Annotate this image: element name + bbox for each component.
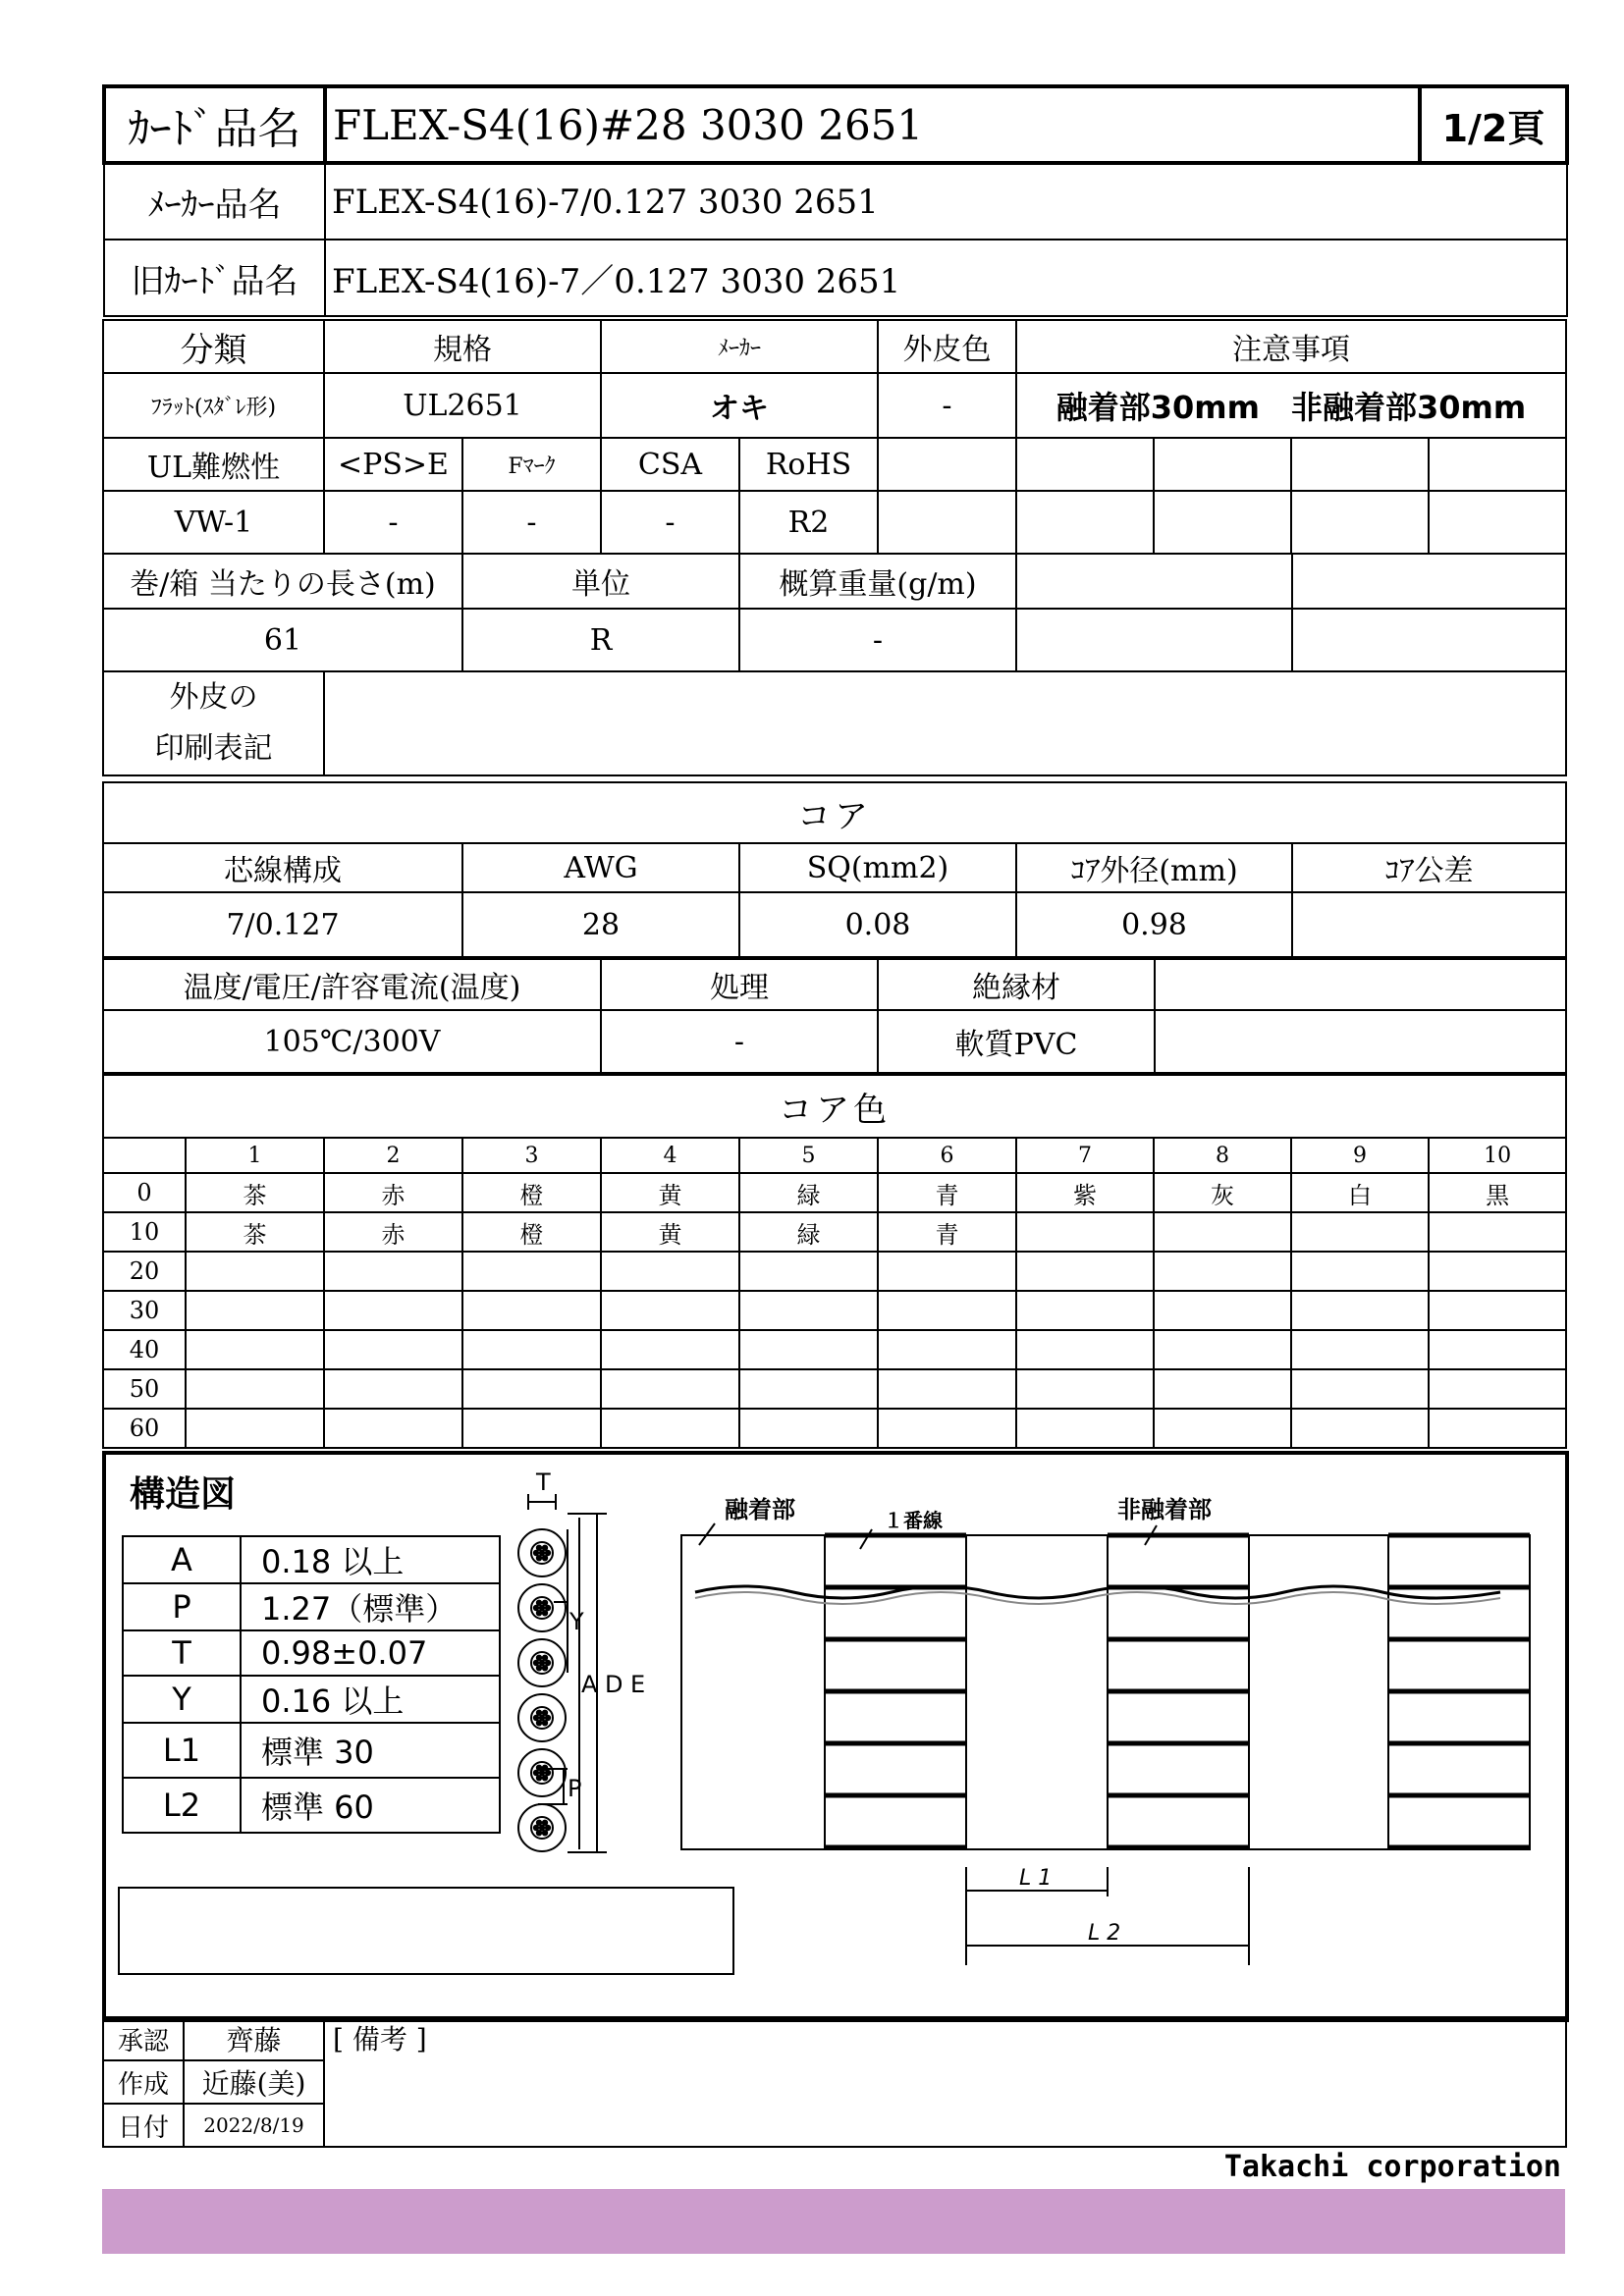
core-color-cell <box>1154 1409 1291 1448</box>
core-color-cell <box>1291 1212 1429 1252</box>
approval-label: 作成 <box>103 2060 184 2104</box>
core-color-row-label: 20 <box>103 1252 186 1291</box>
label-wire1: １番線 <box>884 1509 943 1532</box>
strand-dot <box>537 1611 541 1615</box>
strand-dot <box>543 1556 547 1560</box>
spec-value: 0.18 以上 <box>241 1536 500 1583</box>
old-card-value: FLEX-S4(16)-7／0.127 3030 2651 <box>325 240 1567 316</box>
strand-dot <box>534 1826 538 1830</box>
core-color-cell <box>1016 1252 1154 1291</box>
print-value <box>324 671 1566 775</box>
core-color-col-header: 4 <box>601 1138 739 1173</box>
conductor-label: 芯線構成 <box>103 843 462 892</box>
core-color-cell: 橙 <box>462 1173 601 1212</box>
empty-cell <box>1154 491 1291 554</box>
empty-cell <box>1429 438 1566 491</box>
core-color-cell <box>186 1409 324 1448</box>
empty-cell <box>878 491 1016 554</box>
core-color-cell: 茶 <box>186 1173 324 1212</box>
rohs-label: RoHS <box>739 438 878 491</box>
label-t: T <box>536 1468 551 1496</box>
core-color-row-label: 0 <box>103 1173 186 1212</box>
spec-value: 0.98±0.07 <box>241 1630 500 1676</box>
label-l2: L 2 <box>1088 1921 1121 1946</box>
core-color-cell <box>1154 1291 1291 1330</box>
empty-cell <box>1155 1010 1566 1073</box>
spec-key: L2 <box>123 1778 241 1833</box>
approval-value: 2022/8/19 <box>184 2104 324 2147</box>
unit-value: R <box>462 609 739 671</box>
pse-label: <PS>E <box>324 438 462 491</box>
structure-title: 構造図 <box>130 1474 237 1515</box>
company-name: Takachi corporation <box>1223 2150 1561 2184</box>
core-color-row <box>103 1291 1566 1330</box>
temp-label: 温度/電圧/許容電流(温度) <box>103 959 601 1010</box>
core-color-col-header: 8 <box>1154 1138 1291 1173</box>
empty-cell <box>1429 491 1566 554</box>
side-view-labels <box>725 1496 1212 1946</box>
class-label: 分類 <box>103 320 324 373</box>
core-color-cell <box>1429 1212 1566 1252</box>
core-color-col-header: 9 <box>1291 1138 1429 1173</box>
csa-value: - <box>601 491 739 554</box>
core-color-cell <box>1429 1330 1566 1369</box>
core-od-label: ｺｱ外径(mm) <box>1016 843 1292 892</box>
standard-value: UL2651 <box>324 373 601 438</box>
maker-name-value: FLEX-S4(16)-7/0.127 3030 2651 <box>325 163 1567 240</box>
core-color-cell <box>324 1252 462 1291</box>
core-color-cell <box>1016 1330 1154 1369</box>
empty-cell <box>1016 491 1154 554</box>
strand-dot <box>543 1656 547 1660</box>
core-color-col-header: 5 <box>739 1138 878 1173</box>
f-mark-value: - <box>462 491 601 554</box>
strand-dot <box>537 1656 541 1660</box>
core-color-cell <box>1016 1409 1154 1448</box>
maker-value: オキ <box>601 373 878 438</box>
conductor-value: 7/0.127 <box>103 892 462 957</box>
empty-cell <box>1291 438 1429 491</box>
label-y: Y <box>569 1608 584 1635</box>
strand-dot <box>540 1606 544 1610</box>
core-color-header-row <box>103 1138 1566 1173</box>
insulation-label: 絶縁材 <box>878 959 1155 1010</box>
ul-table <box>102 437 1567 555</box>
print-label <box>103 671 324 775</box>
core-color-cell <box>1154 1330 1291 1369</box>
strand-dot <box>543 1831 547 1835</box>
pse-value: - <box>324 491 462 554</box>
insulation-value: 軟質PVC <box>878 1010 1155 1073</box>
strand-dot <box>534 1771 538 1775</box>
core-color-cell <box>1429 1369 1566 1409</box>
core-color-cell <box>878 1409 1016 1448</box>
structure-diagram <box>106 1455 1565 2018</box>
core-od-value: 0.98 <box>1016 892 1292 957</box>
strand-dot <box>540 1826 544 1830</box>
core-color-cell <box>1291 1369 1429 1409</box>
empty-cell <box>878 438 1016 491</box>
core-color-cell <box>1291 1409 1429 1448</box>
core-color-row-label: 30 <box>103 1291 186 1330</box>
empty-cell <box>1155 959 1566 1010</box>
csa-label: CSA <box>601 438 739 491</box>
core-section-title: コア <box>103 782 1566 843</box>
core-color-cell: 灰 <box>1154 1173 1291 1212</box>
strand-dot <box>543 1611 547 1615</box>
corner-cell <box>103 1138 186 1173</box>
side-view <box>681 1523 1530 1965</box>
strand-dot <box>537 1821 541 1825</box>
core-color-cell <box>601 1330 739 1369</box>
core-tol-label: ｺｱ公差 <box>1292 843 1566 892</box>
approval-table <box>102 2016 1567 2148</box>
core-color-cell <box>878 1330 1016 1369</box>
label-e: E <box>630 1671 646 1698</box>
core-color-cell: 橙 <box>462 1212 601 1252</box>
core-color-cell: 赤 <box>324 1173 462 1212</box>
empty-cell <box>1291 491 1429 554</box>
header-table <box>102 84 1569 317</box>
core-tol-value <box>1292 892 1566 957</box>
core-color-cell: 緑 <box>739 1212 878 1252</box>
core-color-cell <box>1429 1252 1566 1291</box>
spec-key: L1 <box>123 1723 241 1778</box>
core-color-cell <box>186 1291 324 1330</box>
temp-value: 105℃/300V <box>103 1010 601 1073</box>
core-color-cell <box>739 1409 878 1448</box>
structure-section <box>102 1451 1569 2022</box>
core-color-cell: 青 <box>878 1212 1016 1252</box>
core-color-cell <box>462 1409 601 1448</box>
strand-dot <box>537 1831 541 1835</box>
core-color-cell <box>1154 1369 1291 1409</box>
label-l1: L 1 <box>1019 1866 1053 1891</box>
core-color-cell <box>739 1252 878 1291</box>
awg-value: 28 <box>462 892 739 957</box>
core-color-cell <box>324 1409 462 1448</box>
weight-value: - <box>739 609 1016 671</box>
class-value: ﾌﾗｯﾄ(ｽﾀﾞﾚ形) <box>103 373 324 438</box>
strand-dot <box>543 1601 547 1605</box>
spec-key: T <box>123 1630 241 1676</box>
core-color-col-header: 1 <box>186 1138 324 1173</box>
temp-table <box>102 958 1567 1074</box>
core-color-cell: 黒 <box>1429 1173 1566 1212</box>
strand-dot <box>543 1776 547 1780</box>
core-color-cell <box>878 1291 1016 1330</box>
card-name-value: FLEX-S4(16)#28 3030 2651 <box>325 86 1420 163</box>
strand-dot <box>540 1771 544 1775</box>
core-color-cell <box>601 1252 739 1291</box>
sq-value: 0.08 <box>739 892 1016 957</box>
strand-dot <box>534 1716 538 1720</box>
strand-dot <box>537 1711 541 1715</box>
core-color-cell <box>324 1330 462 1369</box>
core-color-cell: 黄 <box>601 1173 739 1212</box>
f-mark-label: Fﾏｰｸ <box>462 438 601 491</box>
label-a: A <box>581 1671 598 1698</box>
strand-dot <box>546 1661 550 1665</box>
core-color-cell <box>739 1330 878 1369</box>
core-color-cell <box>186 1252 324 1291</box>
jacket-color-value: - <box>878 373 1016 438</box>
spec-value: 標準 60 <box>241 1778 500 1833</box>
core-color-cell <box>462 1330 601 1369</box>
print-label-line2: 印刷表記 <box>154 731 273 766</box>
core-color-cell <box>1154 1252 1291 1291</box>
weight-label: 概算重量(g/m) <box>739 554 1016 609</box>
empty-cell <box>1292 609 1566 671</box>
strand-dot <box>543 1546 547 1550</box>
strand-dot <box>537 1666 541 1670</box>
strand-dot <box>546 1551 550 1555</box>
core-color-cell <box>1016 1291 1154 1330</box>
core-color-row <box>103 1212 1566 1252</box>
classification-table <box>102 319 1567 439</box>
core-color-cell <box>1016 1212 1154 1252</box>
remarks: [ 備考 ] <box>324 2017 1566 2147</box>
spec-value: 1.27（標準） <box>241 1583 500 1630</box>
core-color-cell: 赤 <box>324 1212 462 1252</box>
footer-bar <box>102 2189 1565 2254</box>
core-color-row-label: 50 <box>103 1369 186 1409</box>
core-color-row <box>103 1173 1566 1212</box>
spec-key: Y <box>123 1676 241 1723</box>
core-color-cell <box>324 1291 462 1330</box>
strand-dot <box>540 1716 544 1720</box>
strand-dot <box>537 1556 541 1560</box>
core-color-cell <box>1291 1291 1429 1330</box>
treatment-value: - <box>601 1010 878 1073</box>
maker-label: ﾒｰｶｰ <box>601 320 878 373</box>
strand-dot <box>543 1821 547 1825</box>
core-color-col-header: 7 <box>1016 1138 1154 1173</box>
strand-dot <box>537 1776 541 1780</box>
approval-label: 日付 <box>103 2104 184 2147</box>
core-color-cell: 紫 <box>1016 1173 1154 1212</box>
core-color-title: コア色 <box>103 1075 1566 1138</box>
treatment-label: 処理 <box>601 959 878 1010</box>
label-nonfused: 非融着部 <box>1117 1496 1212 1523</box>
core-color-body <box>103 1173 1566 1448</box>
reel-length-value: 61 <box>103 609 462 671</box>
core-color-row <box>103 1409 1566 1448</box>
print-table <box>102 670 1567 776</box>
core-color-cell <box>601 1291 739 1330</box>
standard-label: 規格 <box>324 320 601 373</box>
core-color-cell <box>186 1369 324 1409</box>
strand-dot <box>537 1721 541 1725</box>
core-color-cell <box>462 1252 601 1291</box>
core-color-table <box>102 1074 1567 1449</box>
strand-dot <box>534 1551 538 1555</box>
core-color-cell <box>462 1369 601 1409</box>
strand-dot <box>537 1546 541 1550</box>
spec-key: P <box>123 1583 241 1630</box>
core-color-row-label: 10 <box>103 1212 186 1252</box>
strand-dot <box>543 1666 547 1670</box>
strand-dot <box>543 1711 547 1715</box>
core-color-cell: 青 <box>878 1173 1016 1212</box>
core-color-cell <box>1016 1369 1154 1409</box>
core-color-row-label: 60 <box>103 1409 186 1448</box>
approval-value: 近藤(美) <box>184 2060 324 2104</box>
spec-value: 0.16 以上 <box>241 1676 500 1723</box>
label-p: P <box>568 1775 582 1802</box>
core-color-cell <box>1429 1291 1566 1330</box>
core-color-cell <box>1429 1409 1566 1448</box>
page-indicator: 1/2頁 <box>1420 86 1567 163</box>
core-color-cell <box>324 1369 462 1409</box>
strand-dot <box>534 1661 538 1665</box>
empty-cell <box>1016 554 1292 609</box>
empty-cell <box>1016 609 1292 671</box>
core-color-col-header: 10 <box>1429 1138 1566 1173</box>
strand-dot <box>537 1601 541 1605</box>
core-color-cell: 黄 <box>601 1212 739 1252</box>
notes-label: 注意事項 <box>1016 320 1566 373</box>
core-color-cell <box>1291 1252 1429 1291</box>
approval-row <box>103 2017 1566 2060</box>
core-color-cell <box>878 1369 1016 1409</box>
approval-label: 承認 <box>103 2017 184 2060</box>
empty-cell <box>1154 438 1291 491</box>
strand-dot <box>543 1721 547 1725</box>
core-color-cell <box>739 1369 878 1409</box>
reel-table <box>102 553 1567 672</box>
print-label-line1: 外皮の <box>169 680 258 715</box>
core-color-cell <box>186 1330 324 1369</box>
core-color-cell: 緑 <box>739 1173 878 1212</box>
card-name-label: ｶｰﾄﾞ品名 <box>104 86 325 163</box>
empty-cell <box>1292 554 1566 609</box>
ul-flame-value: VW-1 <box>103 491 324 554</box>
strand-dot <box>540 1551 544 1555</box>
core-color-cell: 茶 <box>186 1212 324 1252</box>
strand-dot <box>534 1606 538 1610</box>
core-color-cell <box>462 1291 601 1330</box>
rohs-value: R2 <box>739 491 878 554</box>
core-color-row <box>103 1252 1566 1291</box>
core-color-col-header: 2 <box>324 1138 462 1173</box>
spec-key: A <box>123 1536 241 1583</box>
strand-dot <box>546 1716 550 1720</box>
core-color-cell <box>1154 1212 1291 1252</box>
core-color-cell: 白 <box>1291 1173 1429 1212</box>
core-color-row <box>103 1330 1566 1369</box>
strand-dot <box>546 1826 550 1830</box>
core-color-col-header: 6 <box>878 1138 1016 1173</box>
empty-cell <box>1016 438 1154 491</box>
unit-label: 単位 <box>462 554 739 609</box>
sq-label: SQ(mm2) <box>739 843 1016 892</box>
strand-dot <box>546 1771 550 1775</box>
ul-flame-label: UL難燃性 <box>103 438 324 491</box>
core-color-cell <box>601 1369 739 1409</box>
core-table <box>102 781 1567 958</box>
core-color-cell <box>601 1409 739 1448</box>
awg-label: AWG <box>462 843 739 892</box>
core-color-col-header: 3 <box>462 1138 601 1173</box>
label-d: D <box>605 1671 623 1698</box>
core-color-row-label: 40 <box>103 1330 186 1369</box>
core-color-row <box>103 1369 1566 1409</box>
maker-name-label: ﾒｰｶｰ品名 <box>104 163 325 240</box>
spec-value: 標準 30 <box>241 1723 500 1778</box>
strand-dot <box>540 1661 544 1665</box>
jacket-color-label: 外皮色 <box>878 320 1016 373</box>
strand-dot <box>546 1606 550 1610</box>
label-fused: 融着部 <box>725 1496 795 1523</box>
approval-value: 齊藤 <box>184 2017 324 2060</box>
old-card-label: 旧ｶｰﾄﾞ品名 <box>104 240 325 316</box>
core-color-cell <box>739 1291 878 1330</box>
notes-value: 融着部30mm 非融着部30mm <box>1016 373 1566 438</box>
core-color-cell <box>1291 1330 1429 1369</box>
core-color-cell <box>878 1252 1016 1291</box>
reel-length-label: 巻/箱 当たりの長さ(m) <box>103 554 462 609</box>
